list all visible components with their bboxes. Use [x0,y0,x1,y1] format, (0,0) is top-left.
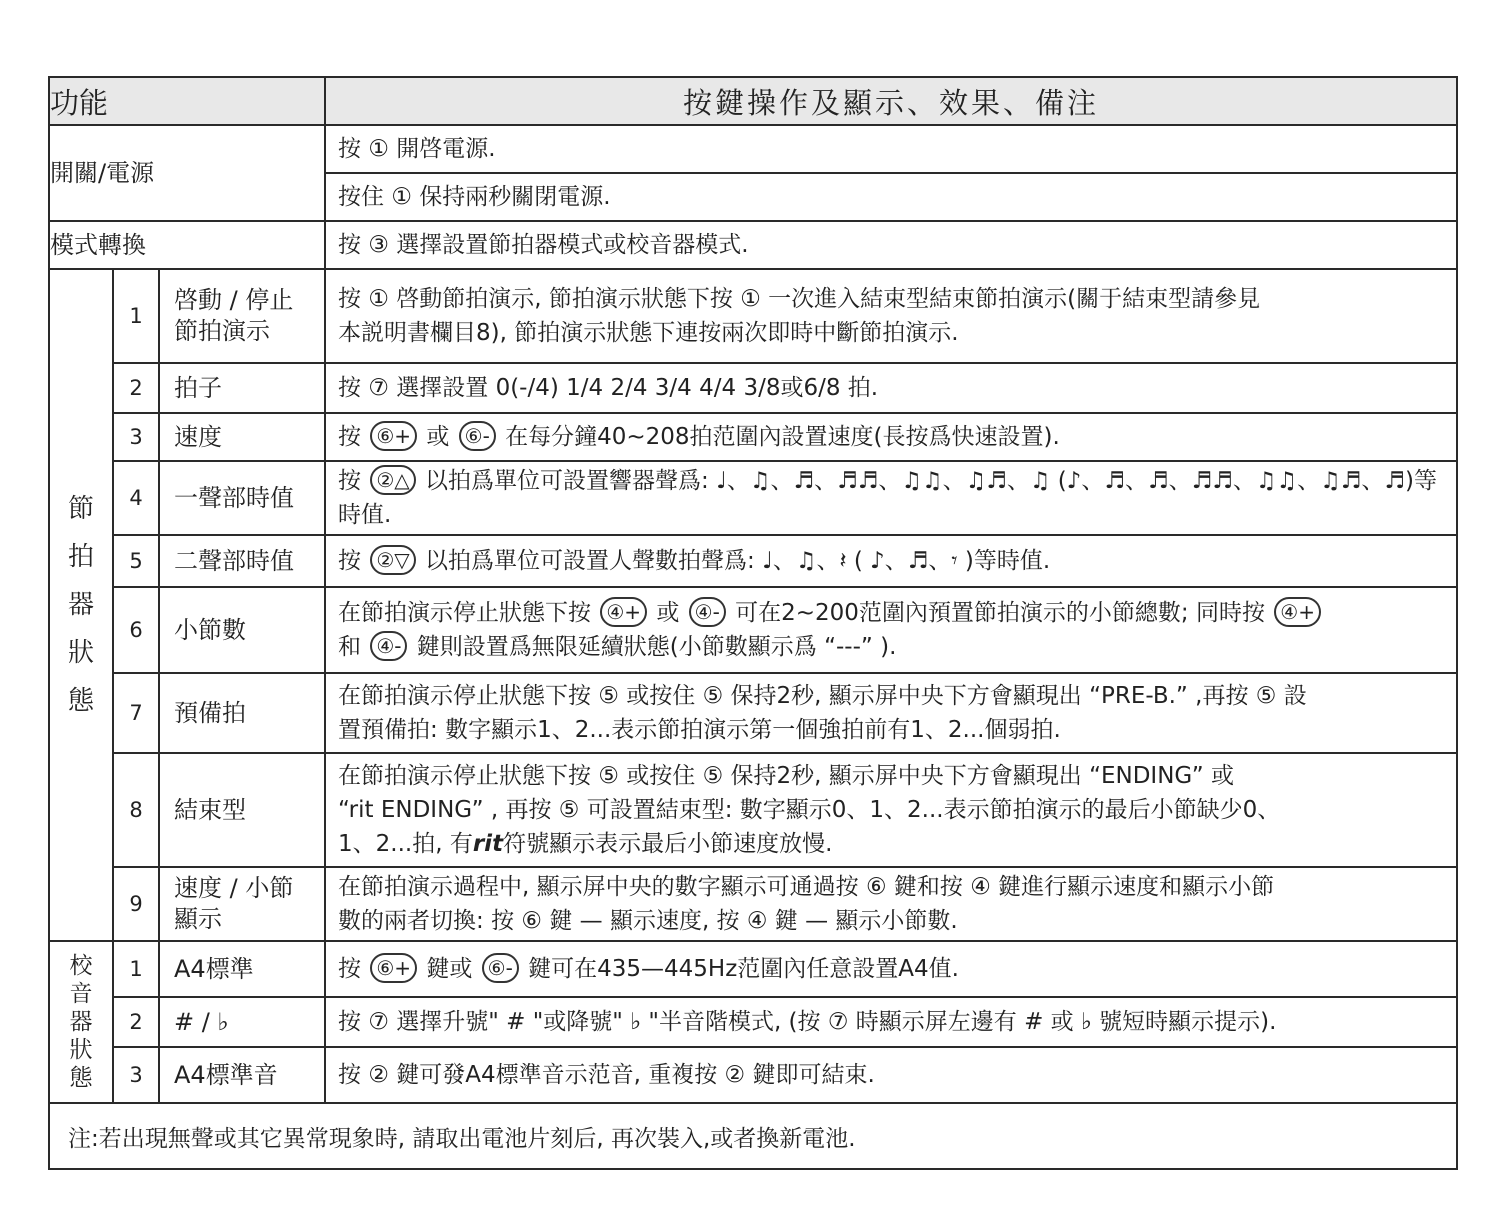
row-number: 6 [113,587,159,673]
key-6-minus-icon: ⑥- [459,421,496,451]
power-row-1 [49,125,1457,173]
header-row [49,77,1457,125]
row-name: 二聲部時值 [159,535,325,587]
tuner-row-1 [49,941,1457,997]
row-operation: 在節拍演示停止狀態下按 ④+ 或 ④- 可在2~200范圍內預置節拍演示的小節總數; 同時按 ④+ 和 ④- 鍵則設置爲無限延續狀態(小節數顯示爲 “---” ). [325,587,1457,673]
metronome-row-1 [49,269,1457,363]
key-2-up-icon: ②△ [370,465,415,495]
row-name: 速度 / 小節 顯示 [159,867,325,941]
row-name: # / ♭ [159,997,325,1047]
mode-row [49,221,1457,269]
power-label: 開關/電源 [49,125,325,221]
row-operation: 按 ②△ 以拍爲單位可設置響器聲爲: ♩、♫、♬、♬♬、♫♫、♫♬、♫ (♪、♬、♬、♬♬、♫♫、♫♬、♬)等時值. [325,461,1457,535]
row-operation: 按 ②▽ 以拍爲單位可設置人聲數拍聲爲: ♩、♫、𝄽 ( ♪、♬、𝄾 )等時值. [325,535,1457,587]
row-operation: 按 ② 鍵可發A4標準音示范音, 重複按 ② 鍵即可結束. [325,1047,1457,1103]
row-number: 4 [113,461,159,535]
row-number: 9 [113,867,159,941]
row-number: 1 [113,941,159,997]
row-operation: 在節拍演示過程中, 顯示屏中央的數字顯示可通過按 ⑥ 鍵和按 ④ 鍵進行顯示速度和顯示小節 數的兩者切換: 按 ⑥ 鍵 — 顯示速度, 按 ④ 鍵 — 顯示小節數. [325,867,1457,941]
row-number: 3 [113,413,159,461]
row-number: 2 [113,363,159,413]
tuner-row-2 [49,997,1457,1047]
key-6-minus-icon: ⑥- [482,953,519,983]
metronome-row-6 [49,587,1457,673]
row-name: A4標準 [159,941,325,997]
key-2-down-icon: ②▽ [370,545,415,575]
row-name: 小節數 [159,587,325,673]
row-operation: 按 ⑥+ 鍵或 ⑥- 鍵可在435—445Hz范圍內任意設置A4值. [325,941,1457,997]
key-4-minus-icon: ④- [689,597,726,627]
row-operation: 在節拍演示停止狀態下按 ⑤ 或按住 ⑤ 保持2秒, 顯示屏中央下方會顯現出 “ENDING” 或 “rit ENDING” , 再按 ⑤ 可設置結束型: 數字顯示0、1、2...表示節拍演示的最后小節缺少0、 1、2...拍, 有rit符號顯示表示最后小節速度放慢. [325,753,1457,867]
key-4-minus-icon: ④- [370,631,407,661]
row-name: 啓動 / 停止 節拍演示 [159,269,325,363]
metronome-row-9 [49,867,1457,941]
row-operation: 按 ⑦ 選擇設置 0(-/4) 1/4 2/4 3/4 4/4 3/8或6/8 拍. [325,363,1457,413]
header-function: 功能 [49,77,325,125]
metronome-row-2 [49,363,1457,413]
metronome-row-7 [49,673,1457,753]
row-operation: 按 ① 啓動節拍演示, 節拍演示狀態下按 ① 一次進入結束型結束節拍演示(關于結束型請參見 本説明書欄目8), 節拍演示狀態下連按兩次即時中斷節拍演示. [325,269,1457,363]
tuner-row-3 [49,1047,1457,1103]
key-4-plus-icon: ④+ [600,597,647,627]
row-number: 3 [113,1047,159,1103]
row-name: 一聲部時值 [159,461,325,535]
key-4-plus-icon: ④+ [1274,597,1321,627]
tuner-group-label: 校 音 器 狀 態 [49,941,113,1103]
mode-label: 模式轉換 [49,221,325,269]
row-name: 預備拍 [159,673,325,753]
metronome-row-5 [49,535,1457,587]
row-name: 拍子 [159,363,325,413]
row-number: 1 [113,269,159,363]
row-number: 5 [113,535,159,587]
instruction-table [48,76,1458,1170]
row-number: 2 [113,997,159,1047]
row-name: 結束型 [159,753,325,867]
key-6-plus-icon: ⑥+ [370,421,417,451]
power-op-1: 按 ① 開啓電源. [325,125,1457,173]
rit-symbol: rit [472,831,504,857]
metronome-group-label: 節 拍 器 狀 態 [49,269,113,941]
instruction-table-container [48,76,1456,1152]
row-operation: 按 ⑦ 選擇升號" # "或降號" ♭ "半音階模式, (按 ⑦ 時顯示屏左邊有 # 或 ♭ 號短時顯示提示). [325,997,1457,1047]
metronome-row-4 [49,461,1457,535]
row-number: 8 [113,753,159,867]
row-operation: 在節拍演示停止狀態下按 ⑤ 或按住 ⑤ 保持2秒, 顯示屏中央下方會顯現出 “PRE-B.” ,再按 ⑤ 設 置預備拍: 數字顯示1、2...表示節拍演示第一個強拍前有1、2...個弱拍. [325,673,1457,753]
note-row [49,1103,1457,1169]
row-name: A4標準音 [159,1047,325,1103]
row-name: 速度 [159,413,325,461]
header-operation: 按鍵操作及顯示、效果、備注 [325,77,1457,125]
note-text: 注:若出現無聲或其它異常現象時, 請取出電池片刻后, 再次裝入,或者換新電池. [49,1103,1457,1169]
row-number: 7 [113,673,159,753]
power-op-2: 按住 ① 保持兩秒關閉電源. [325,173,1457,221]
mode-op: 按 ③ 選擇設置節拍器模式或校音器模式. [325,221,1457,269]
metronome-row-3 [49,413,1457,461]
row-operation: 按 ⑥+ 或 ⑥- 在每分鐘40~208拍范圍內設置速度(長按爲快速設置). [325,413,1457,461]
metronome-row-8 [49,753,1457,867]
key-6-plus-icon: ⑥+ [370,953,417,983]
